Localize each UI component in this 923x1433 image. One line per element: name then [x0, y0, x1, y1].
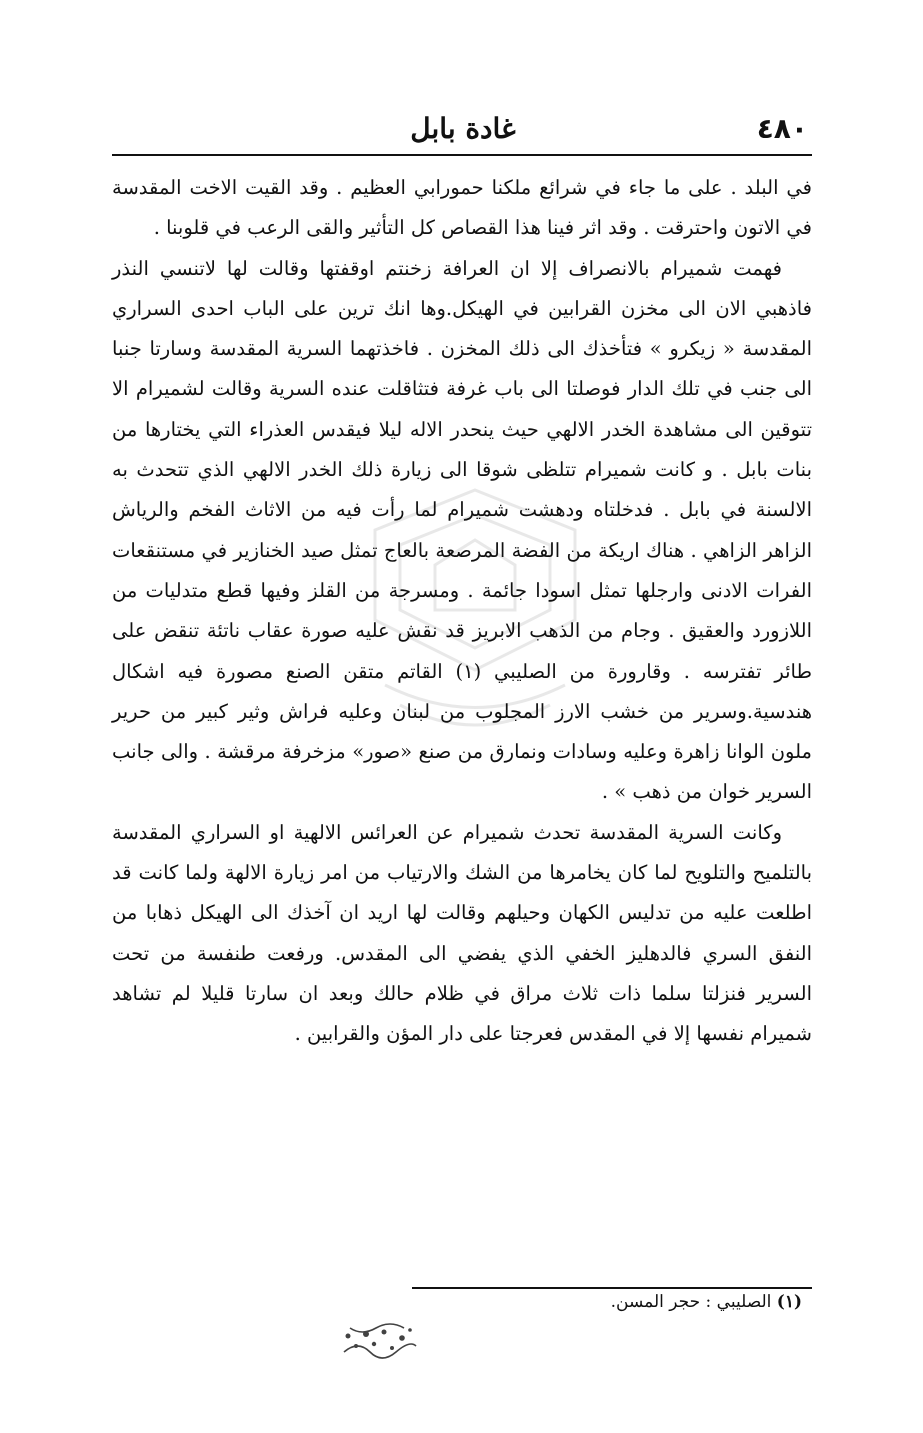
paragraph: في البلد . على ما جاء في شرائع ملكنا حمورابي العظيم . وقد القيت الاخت المقدسة في الاتون واحترقت . وقد اثر فينا هذا القصاص كل التأثير والقى الرعب في قلوبنا . — [112, 176, 812, 240]
footnote — [412, 1290, 802, 1314]
footnote-marker: (١) — [776, 1292, 802, 1312]
footnote-text: الصليبي : حجر المسن. — [610, 1292, 772, 1312]
ornament-stamp-icon — [338, 1322, 420, 1362]
header-divider — [112, 154, 812, 156]
footnote-divider — [412, 1287, 812, 1289]
page-number: ٤٨٠ — [756, 112, 808, 145]
page-header — [118, 112, 808, 152]
paragraph: فهمت شميرام بالانصراف إلا ان العرافة زخنتم اوقفتها وقالت لها لاتنسي النذر فاذهبي الان الى مخزن القرابين في الهيكل.وها انك ترين على الباب احدى السراري المقدسة « زيكرو » فتأخذك الى ذلك المخزن . فاخذتهما السرية المقدسة وسارتا جنبا الى جنب في تلك الدار فوصلتا الى باب غرفة فتثاقلت عنده السرية وقالت لشميرام الا تتوقين الى مشاهدة الخدر الالهي حيث ينحدر الاله ليلا فيقدس العذراء التي يختارها من بنات بابل . و كانت شميرام تتلظى شوقا الى زيارة ذلك الخدر الالهي الذي تتحدث به الالسنة في بابل . فدخلتاه ودهشت شميرام لما رأت فيه من الاثاث الفخم والرياش الزاهر الزاهي . هناك اريكة من الفضة المرصعة بالعاج تمثل صيد الخنازير في مستنقعات الفرات الادنى وارجلها تمثل اسودا جائمة . ومسرجة من القلز وفيها قطع متدليات من اللازورد والعقيق . وجام من الذهب الابريز قد نقش عليه صورة عقاب ناتئة تنقض على طائر تفترسه . وقارورة من الصليبي (١) القاتم متقن الصنع مصورة فيه اشكال هندسية.وسرير من خشب الارز المجلوب من لبنان وعليه فراش وثير كبير من حرير ملون الوانا زاهرة وعليه وسادات ونمارق من صنع «صور» مزخرفة مرقشة . والى جانب السرير خوان من ذهب » . — [112, 256, 812, 804]
main-text — [112, 168, 812, 1055]
paragraph: وكانت السرية المقدسة تحدث شميرام عن العرائس الالهية او السراري المقدسة بالتلميح والتلويح لما كان يخامرها من الشك والارتياب من امر زيارة الالهة ولما كانت قد اطلعت عليه من تدليس الكهان وحيلهم وقالت لها اريد ان آخذك الى الهيكل ذهابا من النفق السري فالدهليز الخفي الذي يفضي الى المقدس. ورفعت طنفسة من تحت السرير فنزلتا سلما ذات ثلاث مراق في ظلام حالك وبعد ان سارتا قليلا لم تشاهد شميرام نفسها إلا في المقدس فعرجتا على دار المؤن والقرابين . — [112, 820, 812, 1046]
running-title: غادة بابل — [410, 112, 516, 145]
